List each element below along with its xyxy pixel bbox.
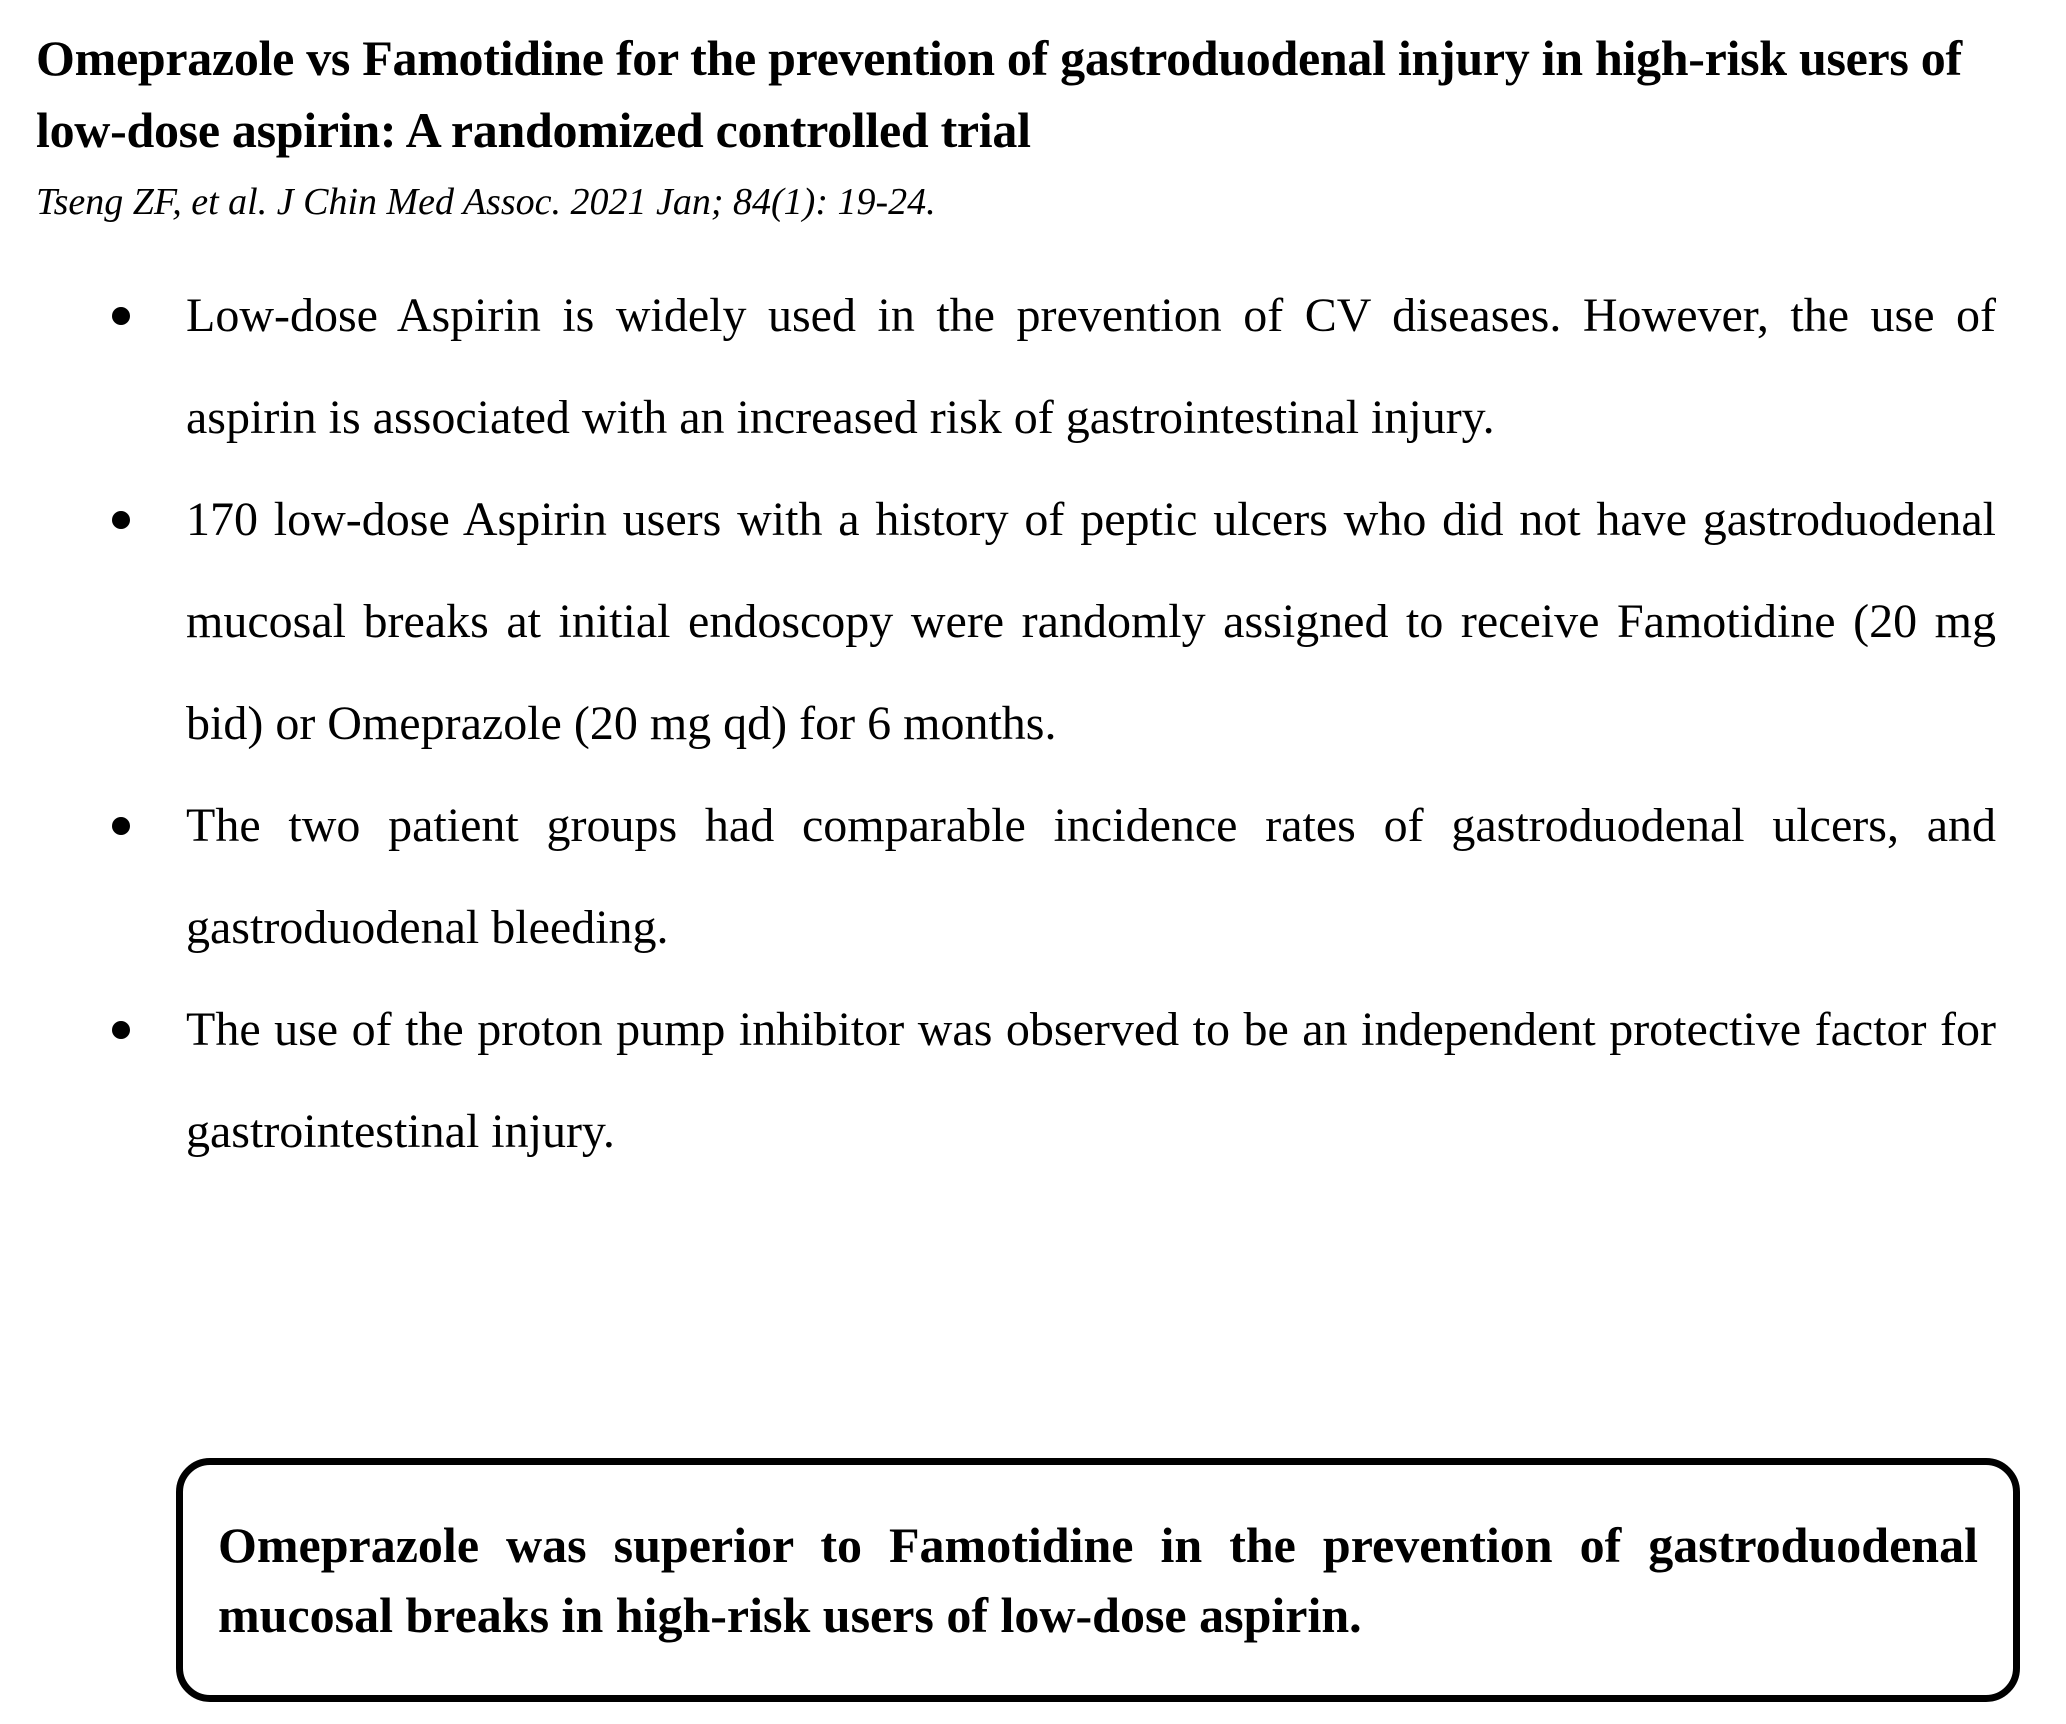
bullet-icon: [112, 511, 130, 529]
conclusion-text: Omeprazole was superior to Famotidine in the prevention of gastroduodenal mucosal breaks in high-risk users of low-dose aspirin.: [218, 1517, 1978, 1643]
list-item: [0, 979, 1996, 1183]
bullet-icon: [112, 817, 130, 835]
bullet-text: The two patient groups had comparable incidence rates of gastroduodenal ulcers, and gastroduodenal bleeding.: [186, 799, 1996, 954]
document-title: Omeprazole vs Famotidine for the prevention of gastroduodenal injury in high-risk users of low-dose aspirin: A randomized controlled trial: [36, 30, 1962, 158]
bullet-text: 170 low-dose Aspirin users with a history of peptic ulcers who did not have gastroduodenal mucosal breaks at initial endoscopy were randomly assigned to receive Famotidine (20 mg bid) or Omeprazole (20 mg qd) for 6 months.: [186, 493, 1996, 750]
list-item: [0, 469, 1996, 775]
bullet-text: Low-dose Aspirin is widely used in the prevention of CV diseases. However, the use of aspirin is associated with an increased risk of gastrointestinal injury.: [186, 289, 1996, 444]
key-points-list: [0, 265, 2066, 1183]
bullet-icon: [112, 1021, 130, 1039]
citation: Tseng ZF, et al. J Chin Med Assoc. 2021 Jan; 84(1): 19-24.: [36, 181, 936, 223]
bullet-icon: [112, 307, 130, 325]
list-item: [0, 775, 1996, 979]
conclusion-box: [176, 1458, 2020, 1702]
bullet-text: The use of the proton pump inhibitor was observed to be an independent protective factor for gastrointestinal injury.: [186, 1003, 1996, 1158]
list-item: [0, 265, 1996, 469]
